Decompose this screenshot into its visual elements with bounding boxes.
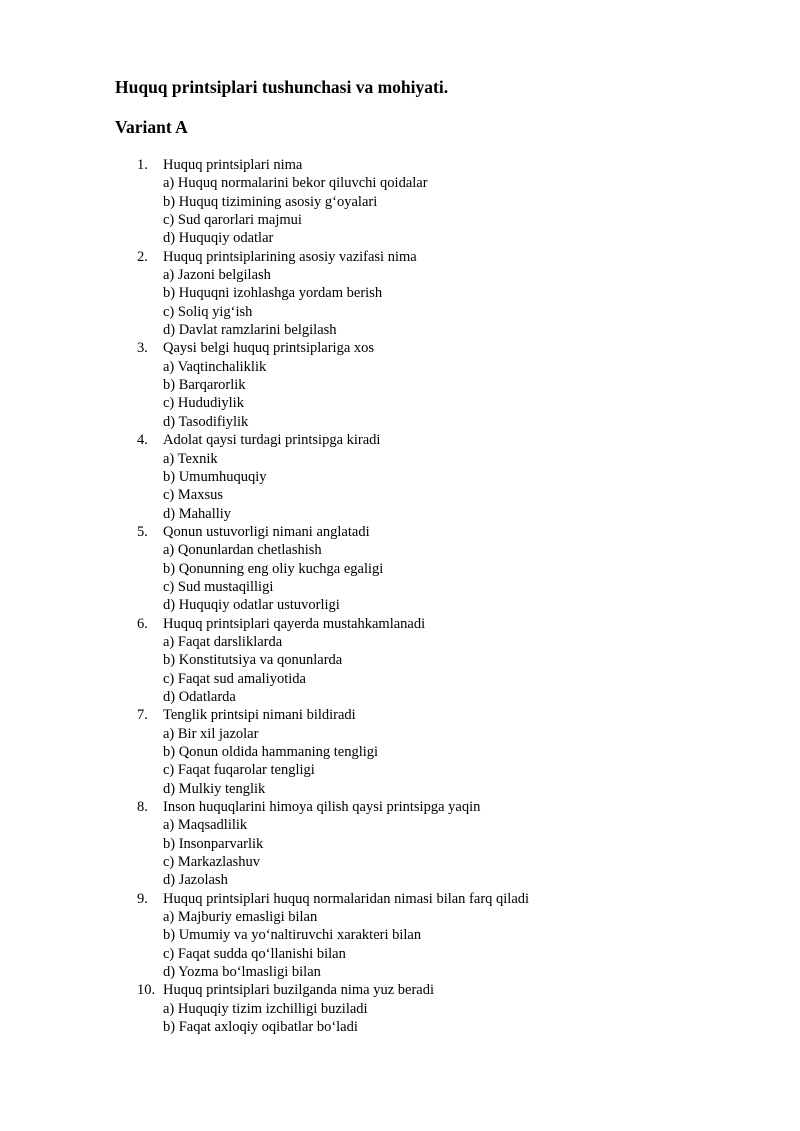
answer-option [0,1000,800,1018]
answer-option-text: c) Sud mustaqilligi [163,578,274,595]
answer-option-text: b) Umumiy va yo‘naltiruvchi xarakteri bilan [163,927,422,944]
answer-option-text: a) Majburiy emasligi bilan [163,909,318,926]
answer-option [0,1018,800,1036]
answer-option [0,670,800,688]
answer-option-text: c) Faqat sudda qo‘llanishi bilan [163,945,346,962]
answer-option [0,963,800,981]
answer-option-text: a) Vaqtinchaliklik [163,358,267,375]
question-text: Huquq printsiplari qayerda mustahkamlanadi [163,615,426,632]
answer-option [0,945,800,963]
question-line [0,248,800,266]
answer-option [0,486,800,504]
question-text: Inson huquqlarini himoya qilish qaysi printsipga yaqin [163,799,481,816]
answer-option-text: b) Huquqni izohlashga yordam berish [163,285,383,302]
answer-option-text: c) Sud qarorlari majmui [163,212,302,229]
question-line [0,339,800,357]
answer-option-text: c) Hududiylik [163,395,244,412]
answer-option-text: b) Insonparvarlik [163,835,264,852]
answer-option [0,376,800,394]
question-text: Huquq printsiplari huquq normalaridan nimasi bilan farq qiladi [163,890,530,907]
answer-option-text: a) Huquq normalarini bekor qiluvchi qoidalar [163,175,428,192]
variant-heading: Variant A [115,117,188,137]
answer-option [0,780,800,798]
question-line [0,981,800,999]
question-number: 9. [137,890,148,907]
question-line [0,156,800,174]
question-number: 10. [137,982,156,999]
question-text: Qaysi belgi huquq printsiplariga xos [163,340,375,357]
question-text: Huquq printsiplarining asosiy vazifasi nima [163,248,417,265]
answer-option [0,926,800,944]
question-number: 8. [137,799,148,816]
answer-option-text: b) Qonun oldida hammaning tengligi [163,744,379,760]
answer-option [0,633,800,651]
answer-option [0,596,800,614]
question-number: 4. [137,432,148,449]
answer-option-text: d) Davlat ramzlarini belgilash [163,322,337,339]
answer-option-text: a) Jazoni belgilash [163,267,271,284]
answer-option-text: a) Huquqiy tizim izchilligi buziladi [163,1000,368,1017]
answer-option-text: a) Qonunlardan chetlashish [163,542,322,559]
answer-option-text: d) Huquqiy odatlar ustuvorligi [163,597,340,614]
question-number: 1. [137,157,148,173]
question-item [0,615,800,707]
question-number: 2. [137,248,148,265]
question-item [0,798,800,890]
question-line [0,615,800,633]
question-item [0,431,800,523]
answer-option-text: d) Odatlarda [163,688,236,705]
answer-option [0,321,800,339]
question-line [0,798,800,816]
answer-option-text: d) Tasodifiylik [163,413,249,430]
answer-option [0,816,800,834]
answer-option [0,505,800,523]
answer-option-text: c) Faqat sud amaliyotida [163,670,306,687]
document-title: Huquq printsiplari tushunchasi va mohiyati. [115,77,449,97]
answer-option [0,229,800,247]
answer-option-text: c) Faqat fuqarolar tengligi [163,762,315,779]
question-number: 7. [137,707,148,724]
answer-option-text: d) Mahalliy [163,505,232,522]
question-number: 3. [137,340,148,357]
answer-option-text: c) Maxsus [163,487,224,504]
question-item [0,523,800,615]
answer-option [0,761,800,779]
answer-option [0,560,800,578]
question-item [0,706,800,798]
answer-option [0,284,800,302]
question-number: 6. [137,615,148,632]
answer-option-text: a) Faqat darsliklarda [163,633,283,650]
answer-option-text: b) Umumhuquqiy [163,468,267,485]
answer-option-text: a) Bir xil jazolar [163,725,259,742]
answer-option [0,193,800,211]
question-line [0,431,800,449]
question-text: Adolat qaysi turdagi printsipga kiradi [163,432,381,449]
answer-option [0,651,800,669]
answer-option-text: c) Markazlashuv [163,854,261,871]
answer-option [0,413,800,431]
question-text: Huquq printsiplari buzilganda nima yuz beradi [163,982,434,999]
answer-option-text: d) Mulkiy tenglik [163,780,266,797]
answer-option-text: d) Yozma bo‘lmasligi bilan [163,964,321,981]
answer-option-text: a) Maqsadlilik [163,817,248,834]
answer-option [0,303,800,321]
question-number: 5. [137,523,148,540]
answer-option [0,688,800,706]
answer-option [0,468,800,486]
question-item [0,981,800,1036]
question-item [0,890,800,982]
answer-option [0,358,800,376]
question-item [0,156,800,248]
question-line [0,523,800,541]
answer-option [0,871,800,889]
answer-option [0,578,800,596]
answer-option [0,266,800,284]
question-line [0,706,800,724]
answer-option [0,743,800,761]
answer-option-text: d) Jazolash [163,872,228,889]
question-text: Huquq printsiplari nima [163,157,303,173]
answer-option-text: d) Huquqiy odatlar [163,230,274,247]
answer-option-text: b) Barqarorlik [163,377,246,394]
answer-option [0,908,800,926]
question-line [0,890,800,908]
question-text: Tenglik printsipi nimani bildiradi [163,707,356,724]
answer-option-text: b) Huquq tizimining asosiy g‘oyalari [163,193,378,210]
question-item [0,339,800,431]
question-list [0,156,800,1037]
answer-option [0,450,800,468]
answer-option-text: b) Faqat axloqiy oqibatlar bo‘ladi [163,1019,358,1036]
answer-option [0,541,800,559]
answer-option-text: b) Qonunning eng oliy kuchga egaligi [163,560,384,577]
answer-option [0,853,800,871]
answer-option-text: b) Konstitutsiya va qonunlarda [163,652,343,669]
question-text: Qonun ustuvorligi nimani anglatadi [163,523,370,540]
answer-option [0,174,800,192]
answer-option [0,835,800,853]
answer-option [0,394,800,412]
question-item [0,248,800,340]
answer-option-text: c) Soliq yig‘ish [163,303,253,320]
answer-option [0,725,800,743]
answer-option [0,211,800,229]
answer-option-text: a) Texnik [163,450,218,467]
